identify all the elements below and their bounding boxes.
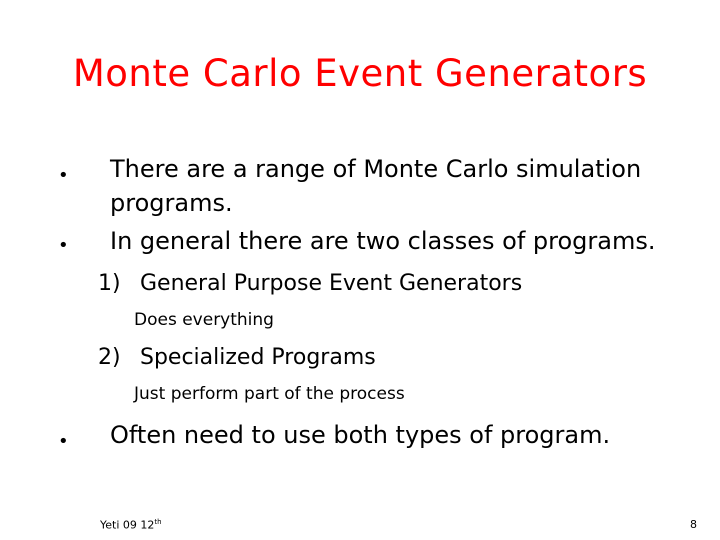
footer-date-sup: th xyxy=(154,518,162,526)
bullet-dot-3: • xyxy=(58,431,69,452)
bullet-dot-1: • xyxy=(58,165,69,186)
page-number: 8 xyxy=(690,518,697,531)
bullet-1-line-1: There are a range of Monte Carlo simulation xyxy=(110,155,642,183)
item-2-sub: Just perform part of the process xyxy=(134,384,405,404)
item-1-sub: Does everything xyxy=(134,310,274,330)
item-2-label: Specialized Programs xyxy=(140,345,376,370)
bullet-3: Often need to use both types of program. xyxy=(110,421,611,449)
item-1-number: 1) xyxy=(98,271,121,296)
slide-title: Monte Carlo Event Generators xyxy=(72,52,648,95)
bullet-1-line-2: programs. xyxy=(110,189,233,217)
item-2-number: 2) xyxy=(98,345,121,370)
bullet-2: In general there are two classes of programs. xyxy=(110,227,656,255)
bullet-dot-2: • xyxy=(58,235,69,256)
item-1-label: General Purpose Event Generators xyxy=(140,271,523,296)
footer-date-text: Yeti 09 12 xyxy=(100,518,155,532)
footer-date xyxy=(100,518,162,532)
